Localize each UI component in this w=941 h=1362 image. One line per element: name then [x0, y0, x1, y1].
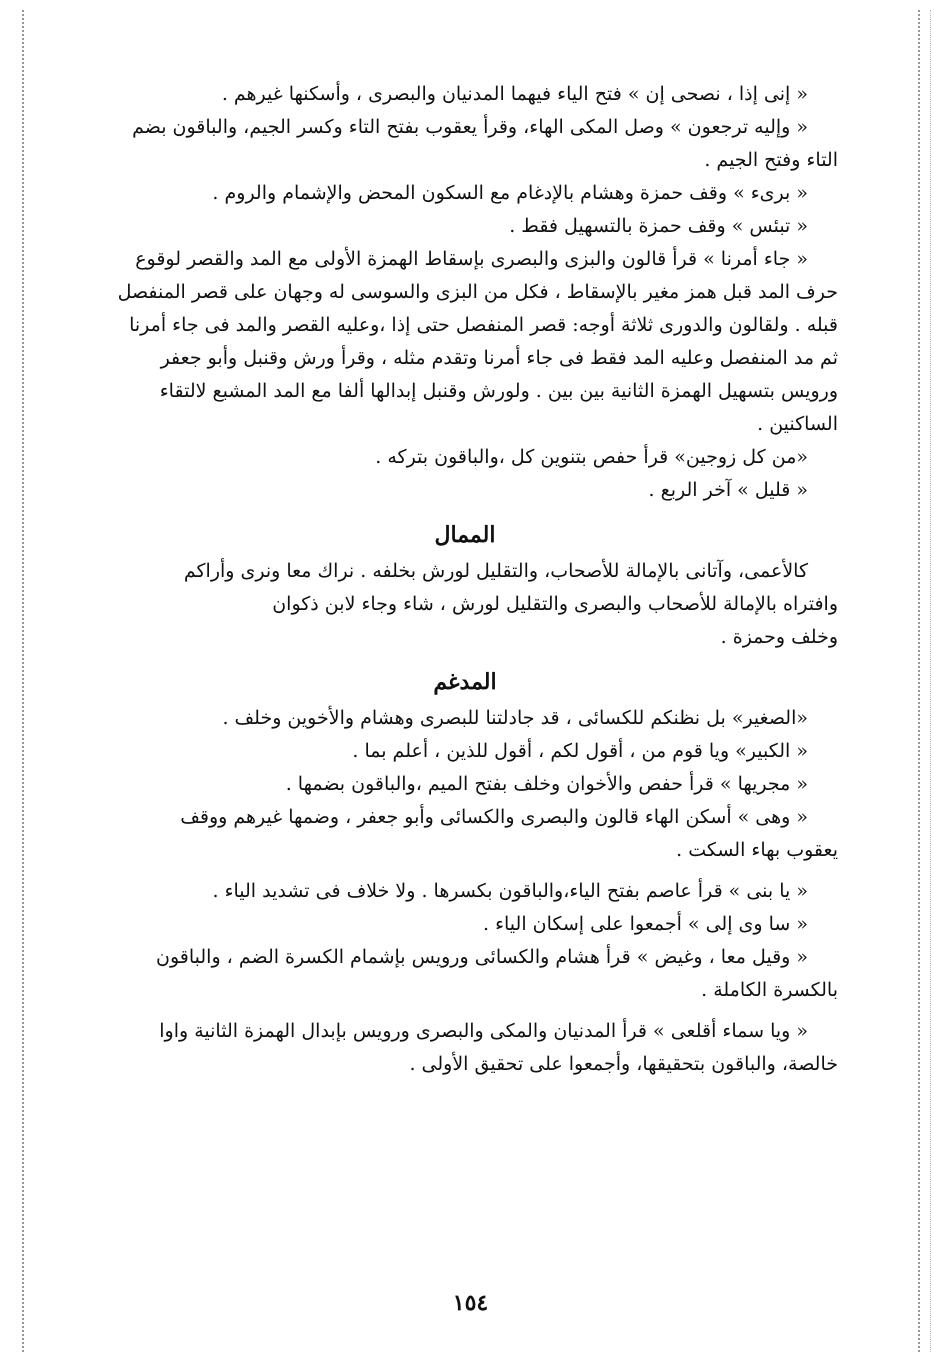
- text-line: « ويا سماء أقلعى » قرأ المدنيان والمكى والبصرى ورويس بإبدال الهمزة الثانية واوا: [159, 1020, 808, 1042]
- paragraph-gap: [92, 867, 838, 875]
- text-line: يعقوب بهاء السكت .: [676, 839, 838, 861]
- text-line: « وهى » أسكن الهاء قالون والبصرى والكسائى وأبو جعفر ، وضمها غيرهم ووقف: [180, 806, 808, 828]
- text-line: «من كل زوجين» قرأ حفص بتنوين كل ،والباقون بتركه .: [375, 446, 808, 468]
- text-line: وخلف وحمزة .: [720, 626, 838, 648]
- page-number: ١٥٤: [452, 1290, 489, 1316]
- text-line: ثم مد المنفصل وعليه المد فقط فى جاء أمرنا وتقدم مثله ، وقرأ ورش وقنبل وأبو جعفر: [160, 347, 838, 369]
- text-line: ورويس بتسهيل الهمزة الثانية بين بين . ولورش وقنبل إبدالها ألفا مع المد المشبع لالتقاء: [159, 380, 838, 402]
- text-line: « وإليه ترجعون » وصل المكى الهاء، وقرأ يعقوب بفتح التاء وكسر الجيم، والباقون بضم: [132, 116, 808, 138]
- text-line: « وقيل معا ، وغيض » قرأ هشام والكسائى ورويس بإشمام الكسرة الضم ، والباقون: [156, 946, 808, 968]
- scan-edge-right-outer: [930, 10, 931, 1352]
- text-line: « برىء » وقف حمزة وهشام بالإدغام مع السكون المحض والإشمام والروم .: [212, 182, 808, 204]
- text-line: قبله . ولقالون والدورى ثلاثة أوجه: قصر المنفصل حتى إذا ،وعليه القصر والمد فى جاء أمرنا: [129, 314, 838, 336]
- text-line: التاء وفتح الجيم .: [704, 149, 838, 171]
- text-line: وافتراه بالإمالة للأصحاب والبصرى والتقليل لورش ، شاء وجاء لابن ذكوان: [272, 593, 838, 615]
- text-line: « جاء أمرنا » قرأ قالون والبزى والبصرى بإسقاط الهمزة الأولى مع المد والقصر لوقوع: [135, 248, 808, 270]
- text-line: « مجريها » قرأ حفص والأخوان وخلف بفتح الميم ،والباقون بضمها .: [285, 773, 808, 795]
- text-line: « الكبير» ويا قوم من ، أقول لكم ، أقول للذين ، أعلم بما .: [352, 740, 808, 762]
- scan-edge-left: [22, 10, 24, 1352]
- section-heading-mumal: الممال: [434, 522, 496, 548]
- text-line: « يا بنى » قرأ عاصم بفتح الياء،والباقون بكسرها . ولا خلاف فى تشديد الياء .: [212, 880, 808, 902]
- text-line: « تبئس » وقف حمزة بالتسهيل فقط .: [509, 215, 808, 237]
- page-body: [92, 78, 838, 1081]
- text-line: « سا وى إلى » أجمعوا على إسكان الياء .: [483, 913, 808, 935]
- scan-edge-right: [918, 10, 920, 1352]
- text-line: «الصغير» بل نظنكم للكسائى ، قد جادلتنا للبصرى وهشام والأخوين وخلف .: [222, 707, 808, 729]
- text-line: كالأعمى، وآتانى بالإمالة للأصحاب، والتقليل لورش بخلفه . نراك معا ونرى وأراكم: [183, 560, 808, 582]
- text-line: بالكسرة الكاملة .: [701, 979, 838, 1001]
- paragraph-gap: [92, 1007, 838, 1015]
- text-line: خالصة، والباقون بتحقيقها، وأجمعوا على تحقيق الأولى .: [409, 1053, 838, 1075]
- text-line: « إنى إذا ، نصحى إن » فتح الياء فيهما المدنيان والبصرى ، وأسكنها غيرهم .: [221, 83, 808, 105]
- text-line: حرف المد قبل همز مغير بالإسقاط ، فكل من البزى والسوسى له وجهان على قصر المنفصل: [117, 281, 838, 303]
- section-heading-mudgham: المدغم: [433, 669, 497, 695]
- text-line: « قليل » آخر الربع .: [648, 479, 808, 501]
- text-line: الساكنين .: [757, 413, 838, 435]
